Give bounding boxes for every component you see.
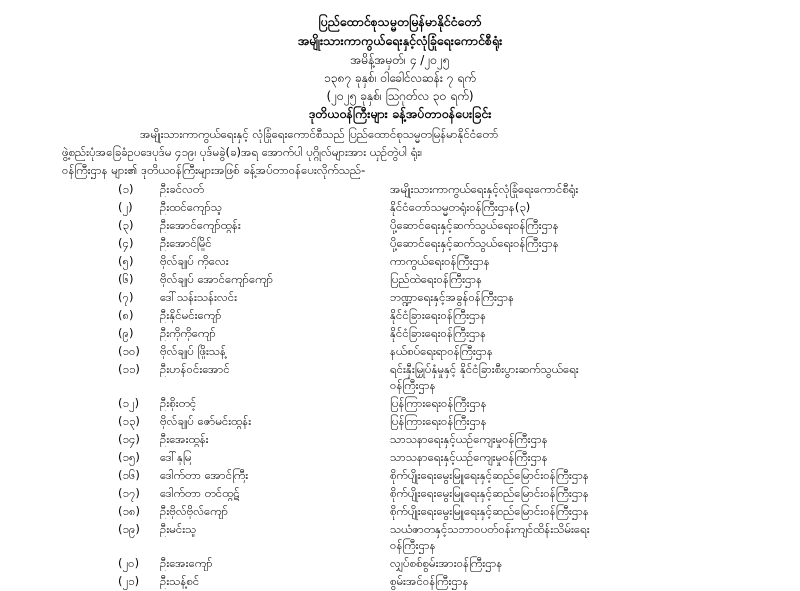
appointee-number: (၁၄) xyxy=(118,432,140,446)
appointee-ministry: ပို့ဆောင်ရေးနှင့်ဆက်သွယ်ရေးဝန်ကြီးဌာန xyxy=(390,218,559,232)
appointee-number: (၁၇) xyxy=(118,486,140,500)
appointee-name: ဦးမင်းသူ xyxy=(160,522,197,536)
notification-number: အမိန့်အမှတ်၊ ၄ /၂၀၂၅ xyxy=(350,53,450,67)
appointee-row xyxy=(118,521,758,552)
appointee-ministry: ဝန်ကြီးဌာန xyxy=(390,538,436,552)
office-title: အမျိုးသားကာကွယ်ရေးနှင့်လုံခြုံရေးကောင်စီရုံး xyxy=(297,33,503,48)
appointee-row xyxy=(118,253,758,271)
appointee-number: (၁၂) xyxy=(118,396,140,410)
appointee-name: ဦးဗိုလ်ဗိုလ်ကျော် xyxy=(160,504,229,518)
appointee-ministry: စိုက်ပျိုးရေးမွေးမြူရေးနှင့်ဆည်မြောင်းဝန်ကြီးဌာန xyxy=(390,504,589,518)
appointee-row xyxy=(118,235,758,253)
government-title: ပြည်ထောင်စုသမ္မတမြန်မာနိုင်ငံတော် xyxy=(318,14,482,29)
intro-line-1: အမျိုးသားကာကွယ်ရေးနှင့် လုံခြုံရေးကောင်စီသည် ပြည်ထောင်စုသမ္မတမြန်မာနိုင်ငံတော် xyxy=(140,127,499,141)
appointee-ministry: ကာကွယ်ရေးဝန်ကြီးဌာန xyxy=(390,254,490,268)
appointee-ministry: နိုင်ငံတော်သမ္မတရုံးဝန်ကြီးဌာန(၃) xyxy=(390,200,531,214)
appointee-name: ဦးအောင်ကျော်ထွန်း xyxy=(160,218,241,232)
appointee-name: ဒေါ်သန်းသန်းလင်း xyxy=(160,290,238,304)
appointee-ministry: စွမ်းအင်ဝန်ကြီးဌာန xyxy=(390,574,469,588)
date-gregorian: (၂၀၂၅ ခုနှစ်၊ ဩဂုတ်လ ၃၀ ရက်) xyxy=(326,89,474,103)
appointee-number: (၁၃) xyxy=(118,414,140,428)
appointee-number: (၉) xyxy=(118,326,134,340)
appointee-row xyxy=(118,467,758,485)
appointee-ministry: ဝန်ကြီးဌာန xyxy=(390,378,436,392)
appointee-row xyxy=(118,307,758,325)
appointee-name: ဦးထင်ကျော်သူ xyxy=(160,200,222,214)
appointee-ministry: ပြန်ကြားရေးဝန်ကြီးဌာန xyxy=(390,414,487,428)
appointee-ministry: သယံဇာတနှင့်သဘာဝပတ်ဝန်းကျင်ထိန်းသိမ်းရေး xyxy=(390,522,590,536)
appointee-row xyxy=(118,325,758,343)
appointee-number: (၂၁) xyxy=(118,574,140,588)
appointee-number: (၁၅) xyxy=(118,450,140,464)
appointee-name: ဒေါ်နုမြ xyxy=(160,450,192,464)
appointee-row xyxy=(118,413,758,431)
appointee-name: ဦးစိုးတင့် xyxy=(160,396,197,410)
appointee-row xyxy=(118,199,758,217)
appointee-row xyxy=(118,485,758,503)
appointee-number: (၁၉) xyxy=(118,522,140,536)
appointee-row xyxy=(118,573,758,591)
appointee-row xyxy=(118,395,758,413)
appointee-name: ဦးအေးကျော် xyxy=(160,556,213,570)
appointee-name: ဗိုလ်ချုပ် အောင်ကျော်ကျော် xyxy=(160,272,274,286)
appointee-name: ဦးအေးထွန်း xyxy=(160,432,209,446)
appointee-number: (၁၁) xyxy=(118,362,140,376)
appointee-row xyxy=(118,449,758,467)
appointee-number: (၇) xyxy=(118,290,134,304)
appointee-number: (၁၈) xyxy=(118,504,141,518)
appointee-ministry: သာသနာရေးနှင့်ယဉ်ကျေးမှုဝန်ကြီးဌာန xyxy=(390,432,548,446)
appointee-number: (၆) xyxy=(118,272,134,286)
appointee-number: (၃) xyxy=(118,218,134,232)
appointee-number: (၁၀) xyxy=(118,344,140,358)
appointee-ministry: ပြည်ထဲရေးဝန်ကြီးဌာန xyxy=(390,272,483,286)
appointee-row xyxy=(118,343,758,361)
appointee-number: (၈) xyxy=(118,308,134,322)
appointee-name: ဗိုလ်ချုပ် ဇော်မင်းထွန်း xyxy=(160,414,252,428)
appointee-name: ဦးခင်လတ် xyxy=(160,182,205,196)
appointee-name: ဗိုလ်ချုပ် ဖြိုးသန့် xyxy=(160,344,226,358)
appointee-ministry: ပို့ဆောင်ရေးနှင့်ဆက်သွယ်ရေးဝန်ကြီးဌာန xyxy=(390,236,559,250)
appointee-ministry: နိုင်ငံခြားရေးဝန်ကြီးဌာန xyxy=(390,308,487,322)
appointee-name: ဦးဟန်ဝင်းအောင် xyxy=(160,362,230,376)
appointee-ministry: နယ်စပ်ရေးရာဝန်ကြီးဌာန xyxy=(390,344,493,358)
appointee-number: (၂) xyxy=(118,200,133,214)
appointee-number: (၄) xyxy=(118,236,134,250)
appointee-ministry: လျှပ်စစ်စွမ်းအားဝန်ကြီးဌာန xyxy=(390,556,503,570)
appointee-number: (၅) xyxy=(118,254,134,268)
appointee-ministry: သာသနာရေးနှင့်ယဉ်ကျေးမှုဝန်ကြီးဌာန xyxy=(390,450,548,464)
appointee-number: (၂၀) xyxy=(118,556,140,570)
appointee-name: ဒေါက်တာ အောင်ကြီး xyxy=(160,468,249,482)
appointee-ministry: စိုက်ပျိုးရေးမွေးမြူရေးနှင့်ဆည်မြောင်းဝန်ကြီးဌာန xyxy=(390,468,589,482)
appointee-ministry: ဘဏ္ဍာရေးနှင့်အခွန်ဝန်ကြီးဌာန xyxy=(390,290,515,304)
appointee-name: ဦးသန့်စင် xyxy=(160,574,200,588)
appointee-row xyxy=(118,271,758,289)
appointee-ministry: နိုင်ငံခြားရေးဝန်ကြီးဌာန xyxy=(390,326,487,340)
appointee-name: ဦးအောင်မြိုင် xyxy=(160,236,212,250)
intro-line-3: ဝန်ကြီးဌာန များ၏ ဒုတိယဝန်ကြီးများအဖြစ် ခန့်အပ်တာဝန်ပေးလိုက်သည်- xyxy=(62,163,366,177)
appointee-ministry: ပြန်ကြားရေးဝန်ကြီးဌာန xyxy=(390,396,487,410)
appointee-row xyxy=(118,217,758,235)
appointee-ministry: အမျိုးသားကာကွယ်ရေးနှင့်လုံခြုံရေးကောင်စီရုံး xyxy=(390,182,579,196)
appointee-name: ဦးနိုင်မင်းကျော် xyxy=(160,308,222,322)
appointee-ministry: ရင်းနှီးမြှုပ်နှံမှုနှင့် နိုင်ငံခြားစီးပွားဆက်သွယ်ရေး xyxy=(390,362,579,376)
subject-heading: ဒုတိယဝန်ကြီးများ ခန့်အပ်တာဝန်ပေးခြင်း xyxy=(308,106,492,121)
intro-line-2: ဖွဲ့စည်းပုံအခြေခံဥပဒေပုဒ်မ ၄၁၉၊ ပုဒ်မခွဲ(ခ)အရ အောက်ပါ ပုဂ္ဂိုလ်များအား ယှဉ်တွဲပါ ရုံး၊ xyxy=(62,145,423,159)
appointee-number: (၁) xyxy=(118,182,134,196)
appointee-row xyxy=(118,181,758,199)
date-myanmar: ၁၃၈၇ ခုနှစ်၊ ဝါခေါင်လဆန်း ၇ ရက် xyxy=(324,71,476,85)
appointee-name: ဦးကိုကိုကျော် xyxy=(160,326,216,340)
appointee-row xyxy=(118,431,758,449)
appointee-row xyxy=(118,289,758,307)
appointee-row xyxy=(118,503,758,521)
appointee-ministry: စိုက်ပျိုးရေးမွေးမြူရေးနှင့်ဆည်မြောင်းဝန်ကြီးဌာန xyxy=(390,486,589,500)
appointee-number: (၁၆) xyxy=(118,468,140,482)
appointee-name: ဒေါက်တာ တင်ထွဋ် xyxy=(160,486,240,500)
appointee-row xyxy=(118,361,758,392)
appointee-name: ဗိုလ်ချုပ် ကိုလေး xyxy=(160,254,229,268)
appointee-row xyxy=(118,555,758,573)
